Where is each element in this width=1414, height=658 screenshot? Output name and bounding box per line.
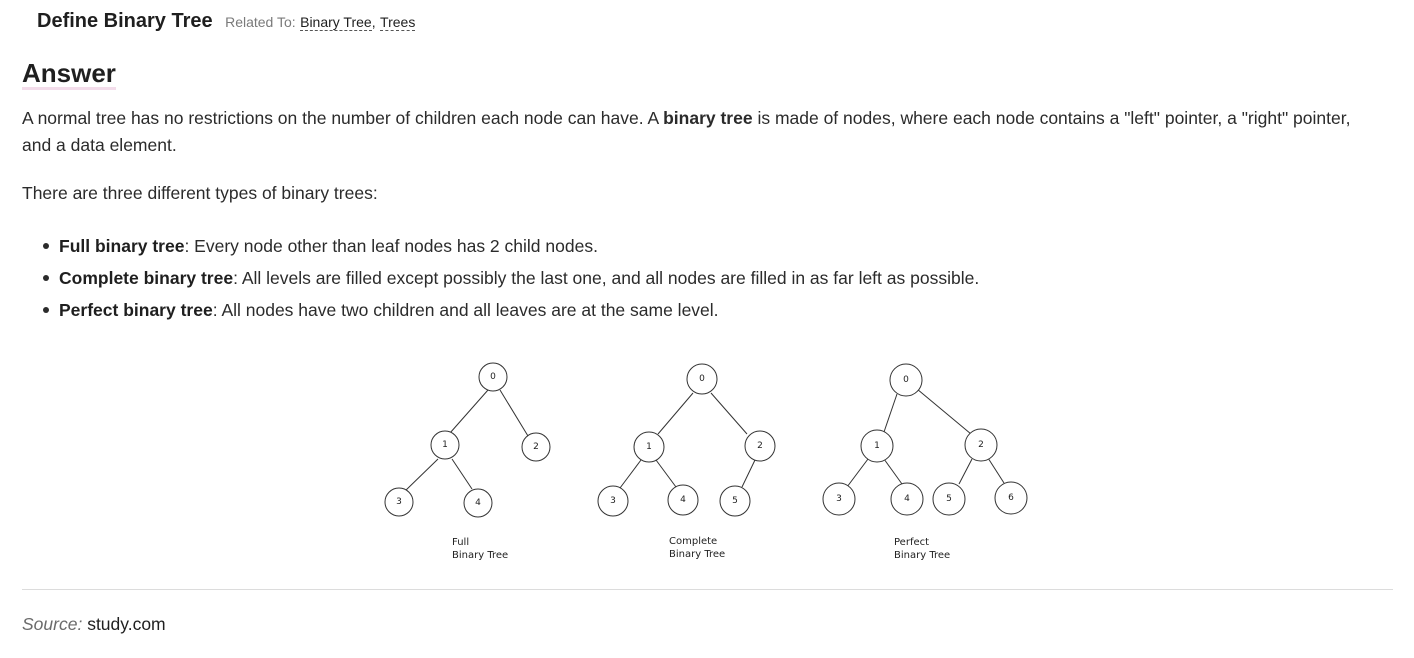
edge-perfect-0-1: [884, 394, 897, 432]
tree-types-list: [22, 230, 979, 326]
edge-full-0-2: [500, 390, 528, 436]
node-label: 3: [610, 496, 616, 506]
definition-bold-term: binary tree: [663, 108, 753, 128]
binary-tree-diagram: [380, 358, 1040, 573]
edge-perfect-2-5: [959, 459, 972, 484]
node-label: 1: [874, 441, 880, 451]
node-label: 4: [680, 495, 686, 505]
page-title: Define Binary Tree: [37, 10, 213, 32]
term-full: Full binary tree: [59, 236, 185, 256]
tree-nodes: [385, 363, 1027, 517]
caption-perfect-line2: Binary Tree: [894, 550, 951, 561]
node-label: 0: [903, 375, 909, 385]
caption-complete-line2: Binary Tree: [669, 549, 726, 560]
node-label: 1: [646, 442, 652, 452]
related-link-binary-tree[interactable]: Binary Tree: [300, 14, 372, 30]
related-label: Related To:: [225, 14, 296, 30]
source-value: study.com: [87, 614, 166, 634]
edge-perfect-1-3: [847, 459, 868, 487]
node-label: 2: [978, 440, 984, 450]
definition-paragraph: [22, 105, 1372, 159]
caption-full-line2: Binary Tree: [452, 550, 509, 561]
desc-perfect: : All nodes have two children and all leaves are at the same level.: [212, 300, 719, 320]
source-label: Source:: [22, 614, 83, 634]
types-intro: There are three different types of binary trees:: [22, 183, 378, 203]
list-item-perfect: [22, 294, 979, 326]
edge-complete-0-2: [711, 393, 747, 434]
term-complete: Complete binary tree: [59, 268, 234, 288]
list-item-complete: [22, 262, 979, 294]
node-label: 1: [442, 440, 448, 450]
node-label: 2: [757, 441, 763, 451]
node-label: 5: [946, 494, 952, 504]
edge-complete-1-4: [656, 460, 676, 487]
edge-complete-0-1: [658, 393, 693, 434]
node-label: 0: [699, 374, 705, 384]
node-label: 0: [490, 372, 496, 382]
caption-perfect-line1: Perfect: [894, 537, 930, 548]
edge-full-1-3: [404, 459, 438, 492]
related-link-trees[interactable]: Trees: [380, 14, 416, 30]
edge-perfect-2-6: [988, 458, 1004, 483]
definition-text-before: A normal tree has no restrictions on the number of children each node can have. A: [22, 108, 664, 128]
node-label: 2: [533, 442, 539, 452]
node-label: 4: [475, 498, 481, 508]
caption-full-line1: Full: [452, 537, 470, 548]
node-label: 6: [1008, 493, 1014, 503]
edge-full-0-1: [450, 390, 488, 433]
list-item-full: [22, 230, 979, 262]
definition-text-after: is made of nodes, where each node contains a "left" pointer, a "right" pointer, and a data element.: [22, 108, 1351, 155]
node-label: 4: [904, 494, 910, 504]
node-label: 5: [732, 496, 738, 506]
term-perfect: Perfect binary tree: [59, 300, 213, 320]
answer-heading: Answer: [22, 58, 116, 88]
edge-complete-1-3: [620, 460, 641, 488]
header: [37, 10, 415, 33]
edge-complete-2-5: [742, 460, 755, 487]
node-label: 3: [396, 497, 402, 507]
binary-tree-diagram-svg: [380, 358, 1040, 568]
edge-perfect-1-4: [884, 459, 902, 484]
source-attribution: [22, 614, 166, 635]
caption-complete-line1: Complete: [669, 536, 718, 547]
tree-captions: [452, 536, 950, 561]
node-label: 3: [836, 494, 842, 504]
desc-full: : Every node other than leaf nodes has 2 child nodes.: [184, 236, 598, 256]
tree-edges: [404, 389, 1004, 492]
edge-full-1-4: [452, 459, 472, 489]
divider: [22, 589, 1393, 590]
desc-complete: : All levels are filled except possibly the last one, and all nodes are filled in as far left as possible.: [233, 268, 980, 288]
edge-perfect-0-2: [917, 389, 971, 434]
related-separator: ,: [371, 14, 376, 30]
